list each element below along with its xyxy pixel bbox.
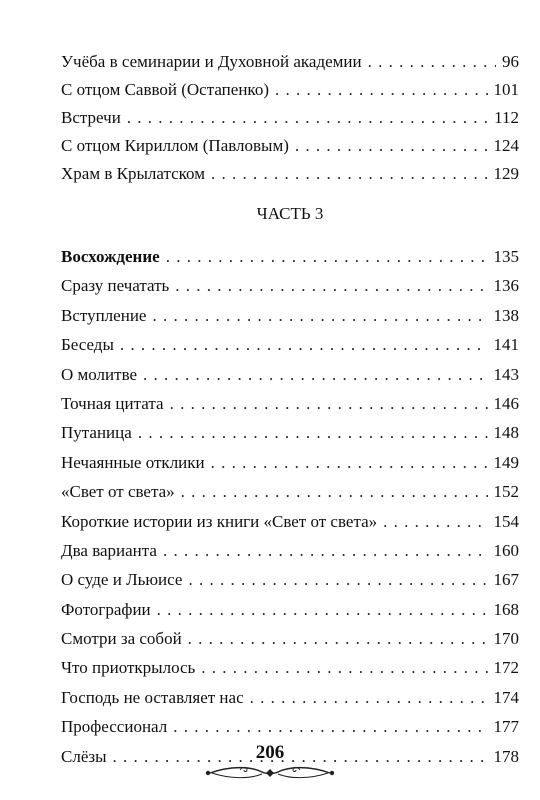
flourish-ornament-icon bbox=[200, 764, 340, 782]
toc-entry-title: Встречи bbox=[61, 108, 121, 127]
toc-entry-title: Смотри за собой bbox=[61, 629, 182, 649]
toc-entry[interactable] bbox=[61, 653, 519, 682]
toc-entry-title: Учёба в семинарии и Духовной академии bbox=[61, 52, 362, 71]
toc-entry[interactable] bbox=[61, 76, 519, 104]
leader-dots bbox=[368, 48, 496, 76]
toc-entry[interactable] bbox=[61, 418, 519, 447]
toc-entry-page: 101 bbox=[493, 80, 519, 99]
toc-entry-page: 129 bbox=[493, 164, 519, 183]
toc-entry-page: 138 bbox=[493, 305, 519, 325]
toc-entry-page: 160 bbox=[493, 540, 519, 560]
toc-entry[interactable] bbox=[61, 477, 519, 506]
toc-entry[interactable] bbox=[61, 132, 519, 160]
toc-entry-title: Восхождение bbox=[61, 247, 160, 266]
leader-dots bbox=[138, 418, 488, 447]
leader-dots bbox=[250, 683, 488, 712]
toc-entry[interactable] bbox=[61, 683, 519, 712]
toc-entry-title: Беседы bbox=[61, 335, 114, 355]
toc-entry[interactable] bbox=[61, 301, 519, 330]
toc-entry-title: Два варианта bbox=[61, 540, 157, 560]
leader-dots bbox=[157, 595, 488, 624]
toc-entry-page: 177 bbox=[493, 717, 519, 737]
toc-entry-page: 148 bbox=[493, 423, 519, 443]
toc-entry-page: 124 bbox=[493, 136, 519, 155]
toc-entry-page: 168 bbox=[493, 599, 519, 619]
toc-entry-page: 143 bbox=[493, 364, 519, 384]
toc-entry-title: О суде и Льюисе bbox=[61, 570, 183, 590]
toc-entry-title: Профессионал bbox=[61, 717, 168, 737]
toc-entry[interactable] bbox=[61, 507, 519, 536]
toc-entry-title: Точная цитата bbox=[61, 393, 164, 413]
leader-dots bbox=[163, 536, 488, 565]
toc-entry-title: Слёзы bbox=[61, 746, 107, 766]
toc-entry[interactable] bbox=[61, 330, 519, 359]
leader-dots bbox=[211, 160, 488, 188]
toc-entry[interactable] bbox=[61, 242, 519, 271]
toc-entry-page: 136 bbox=[493, 276, 519, 296]
toc-entry-title: Нечаянные отклики bbox=[61, 452, 205, 472]
toc-top-list bbox=[61, 48, 519, 188]
toc-entry-title: С отцом Кириллом (Павловым) bbox=[61, 136, 289, 155]
toc-entry[interactable] bbox=[61, 160, 519, 188]
toc-entry-title: Что приоткрылось bbox=[61, 658, 196, 678]
part-heading: ЧАСТЬ 3 bbox=[256, 204, 324, 223]
toc-entry[interactable] bbox=[61, 104, 519, 132]
leader-dots bbox=[170, 389, 488, 418]
toc-entry-page: 135 bbox=[493, 247, 519, 266]
toc-entry-title: О молитве bbox=[61, 364, 138, 384]
leader-dots bbox=[127, 104, 488, 132]
toc-entry-title: «Свет от света» bbox=[61, 482, 175, 502]
toc-entry[interactable] bbox=[61, 360, 519, 389]
toc-entry-page: 149 bbox=[493, 452, 519, 472]
toc-entry-title: Храм в Крылатском bbox=[61, 164, 205, 183]
toc-entry-title: Короткие истории из книги «Свет от света» bbox=[61, 511, 378, 531]
leader-dots bbox=[173, 712, 487, 741]
leader-dots bbox=[120, 330, 488, 359]
toc-entry[interactable] bbox=[61, 271, 519, 300]
toc-entry-page: 178 bbox=[493, 746, 519, 766]
toc-entry[interactable] bbox=[61, 536, 519, 565]
toc-entry-page: 172 bbox=[493, 658, 519, 678]
page-footer bbox=[0, 742, 540, 782]
toc-entry-page: 174 bbox=[493, 687, 519, 707]
toc-entry-title: Вступление bbox=[61, 305, 147, 325]
toc-entry-page: 170 bbox=[493, 629, 519, 649]
toc-entry[interactable] bbox=[61, 565, 519, 594]
toc-entry[interactable] bbox=[61, 624, 519, 653]
leader-dots bbox=[275, 76, 488, 104]
leader-dots bbox=[188, 624, 488, 653]
toc-entry-page: 96 bbox=[502, 52, 519, 71]
leader-dots bbox=[295, 132, 488, 160]
toc-entry[interactable] bbox=[61, 448, 519, 477]
table-of-contents bbox=[61, 48, 519, 771]
toc-entry-title: Сразу печатать bbox=[61, 276, 170, 296]
toc-entry-page: 152 bbox=[493, 482, 519, 502]
leader-dots bbox=[211, 448, 488, 477]
toc-entry[interactable] bbox=[61, 712, 519, 741]
toc-part3-list bbox=[61, 242, 519, 771]
toc-entry-title: Фотографии bbox=[61, 599, 151, 619]
toc-entry-page: 112 bbox=[494, 108, 519, 127]
page-number: 206 bbox=[255, 742, 285, 763]
leader-dots bbox=[166, 242, 488, 271]
leader-dots bbox=[201, 653, 487, 682]
toc-entry-page: 154 bbox=[493, 511, 519, 531]
leader-dots bbox=[383, 507, 487, 536]
leader-dots bbox=[181, 477, 488, 506]
toc-entry[interactable] bbox=[61, 48, 519, 76]
toc-entry-title: Господь не оставляет нас bbox=[61, 687, 244, 707]
toc-entry-page: 146 bbox=[493, 393, 519, 413]
toc-entry[interactable] bbox=[61, 595, 519, 624]
toc-entry-page: 167 bbox=[493, 570, 519, 590]
leader-dots bbox=[175, 271, 487, 300]
toc-entry[interactable] bbox=[61, 389, 519, 418]
leader-dots bbox=[152, 301, 487, 330]
leader-dots bbox=[143, 360, 487, 389]
toc-entry-title: Путаница bbox=[61, 423, 132, 443]
leader-dots bbox=[188, 565, 487, 594]
toc-entry-title: С отцом Саввой (Остапенко) bbox=[61, 80, 269, 99]
toc-entry-page: 141 bbox=[493, 335, 519, 355]
